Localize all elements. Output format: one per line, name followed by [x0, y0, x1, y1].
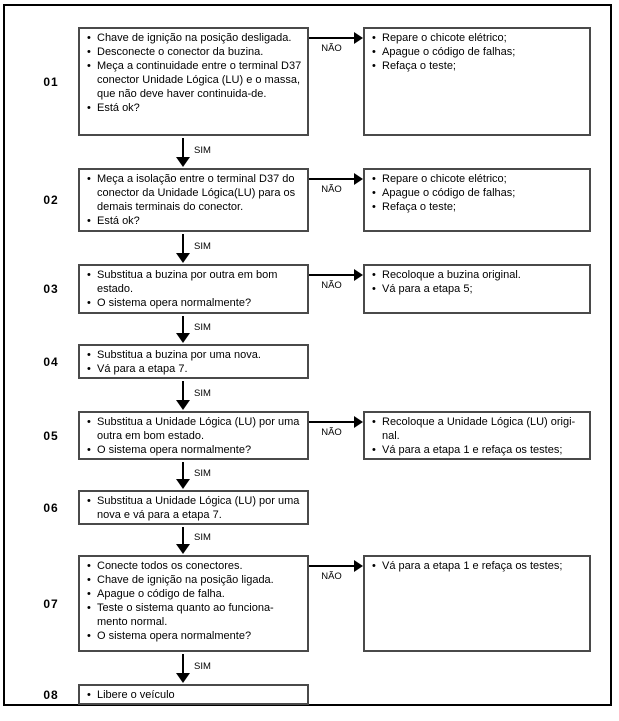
- no-label: NÃO: [321, 280, 342, 291]
- down-arrow-icon: [182, 527, 184, 544]
- flowchart-frame: [3, 4, 612, 706]
- step-02-box: [78, 168, 309, 232]
- bullet-item: • Substitua a Unidade Lógica (LU) por uma outra em bom estado.: [86, 415, 302, 443]
- bullet-item: • Repare o chicote elétrico;: [371, 31, 584, 45]
- bullet-item: • Apague o código de falha.: [86, 587, 302, 601]
- bullet-item: • Vá para a etapa 7.: [86, 362, 302, 376]
- yes-label: SIM: [194, 241, 211, 252]
- step-04-box: [78, 344, 309, 379]
- step-04-number: 04: [43, 354, 59, 369]
- down-arrow-icon: [182, 234, 184, 253]
- bullet-item: • Repare o chicote elétrico;: [371, 172, 584, 186]
- step-07-no-box: [363, 555, 591, 652]
- down-arrow-head-icon: [176, 673, 190, 683]
- down-arrow-head-icon: [176, 400, 190, 410]
- right-arrow-icon: [309, 178, 354, 180]
- bullet-item: • Vá para a etapa 5;: [371, 282, 584, 296]
- down-arrow-head-icon: [176, 544, 190, 554]
- yes-label: SIM: [194, 661, 211, 672]
- bullet-item: • Substitua a buzina por outra em bom estado.: [86, 268, 302, 296]
- step-05-no-box: [363, 411, 591, 460]
- bullet-item: • Chave de ignição na posição desligada.: [86, 31, 302, 45]
- no-label: NÃO: [321, 571, 342, 582]
- step-01-box: [78, 27, 309, 136]
- step-08-number: 08: [43, 687, 59, 702]
- bullet-item: • Apague o código de falhas;: [371, 186, 584, 200]
- yes-label: SIM: [194, 322, 211, 333]
- right-arrow-head-icon: [354, 269, 363, 281]
- step-01-no-box: [363, 27, 591, 136]
- step-05-number: 05: [43, 428, 59, 443]
- step-06-number: 06: [43, 500, 59, 515]
- step-06-box: [78, 490, 309, 525]
- bullet-item: • Apague o código de falhas;: [371, 45, 584, 59]
- step-03-no-box: [363, 264, 591, 314]
- step-03-box: [78, 264, 309, 314]
- no-label: NÃO: [321, 43, 342, 54]
- down-arrow-icon: [182, 654, 184, 673]
- step-07-number: 07: [43, 596, 59, 611]
- right-arrow-icon: [309, 274, 354, 276]
- down-arrow-head-icon: [176, 333, 190, 343]
- yes-label: SIM: [194, 388, 211, 399]
- bullet-item: • Libere o veículo: [86, 688, 302, 702]
- down-arrow-icon: [182, 462, 184, 479]
- yes-label: SIM: [194, 532, 211, 543]
- bullet-item: • O sistema opera normalmente?: [86, 443, 302, 457]
- bullet-item: • Desconecte o conector da buzina.: [86, 45, 302, 59]
- bullet-item: • Vá para a etapa 1 e refaça os testes;: [371, 443, 584, 457]
- step-01-number: 01: [43, 74, 59, 89]
- step-07-box: [78, 555, 309, 652]
- yes-label: SIM: [194, 145, 211, 156]
- bullet-item: • Refaça o teste;: [371, 59, 584, 73]
- bullet-item: • Conecte todos os conectores.: [86, 559, 302, 573]
- bullet-item: • Refaça o teste;: [371, 200, 584, 214]
- down-arrow-head-icon: [176, 479, 190, 489]
- down-arrow-icon: [182, 381, 184, 400]
- down-arrow-icon: [182, 316, 184, 333]
- right-arrow-icon: [309, 565, 354, 567]
- right-arrow-icon: [309, 421, 354, 423]
- bullet-item: • Está ok?: [86, 214, 302, 228]
- bullet-item: • Está ok?: [86, 101, 302, 115]
- bullet-item: • Chave de ignição na posição ligada.: [86, 573, 302, 587]
- step-08-box: [78, 684, 309, 705]
- right-arrow-head-icon: [354, 173, 363, 185]
- bullet-item: • Teste o sistema quanto ao funciona-mento normal.: [86, 601, 302, 629]
- bullet-item: • Vá para a etapa 1 e refaça os testes;: [371, 559, 584, 573]
- yes-label: SIM: [194, 468, 211, 479]
- bullet-item: • Meça a isolação entre o terminal D37 do conector da Unidade Lógica(LU) para os demais terminais do conector.: [86, 172, 302, 214]
- no-label: NÃO: [321, 427, 342, 438]
- down-arrow-head-icon: [176, 157, 190, 167]
- step-02-no-box: [363, 168, 591, 232]
- right-arrow-head-icon: [354, 416, 363, 428]
- right-arrow-head-icon: [354, 32, 363, 44]
- right-arrow-icon: [309, 37, 354, 39]
- down-arrow-head-icon: [176, 253, 190, 263]
- down-arrow-icon: [182, 138, 184, 157]
- no-label: NÃO: [321, 184, 342, 195]
- bullet-item: • Recoloque a Unidade Lógica (LU) origi-nal.: [371, 415, 584, 443]
- step-02-number: 02: [43, 193, 59, 207]
- step-03-number: 03: [43, 282, 59, 296]
- step-05-box: [78, 411, 309, 460]
- bullet-item: • O sistema opera normalmente?: [86, 296, 302, 310]
- right-arrow-head-icon: [354, 560, 363, 572]
- bullet-item: • Substitua a buzina por uma nova.: [86, 348, 302, 362]
- bullet-item: • Meça a continuidade entre o terminal D37 conector Unidade Lógica (LU) e o massa, que não deve haver continuida-de.: [86, 59, 302, 101]
- bullet-item: • Recoloque a buzina original.: [371, 268, 584, 282]
- bullet-item: • O sistema opera normalmente?: [86, 629, 302, 643]
- bullet-item: • Substitua a Unidade Lógica (LU) por uma nova e vá para a etapa 7.: [86, 494, 302, 522]
